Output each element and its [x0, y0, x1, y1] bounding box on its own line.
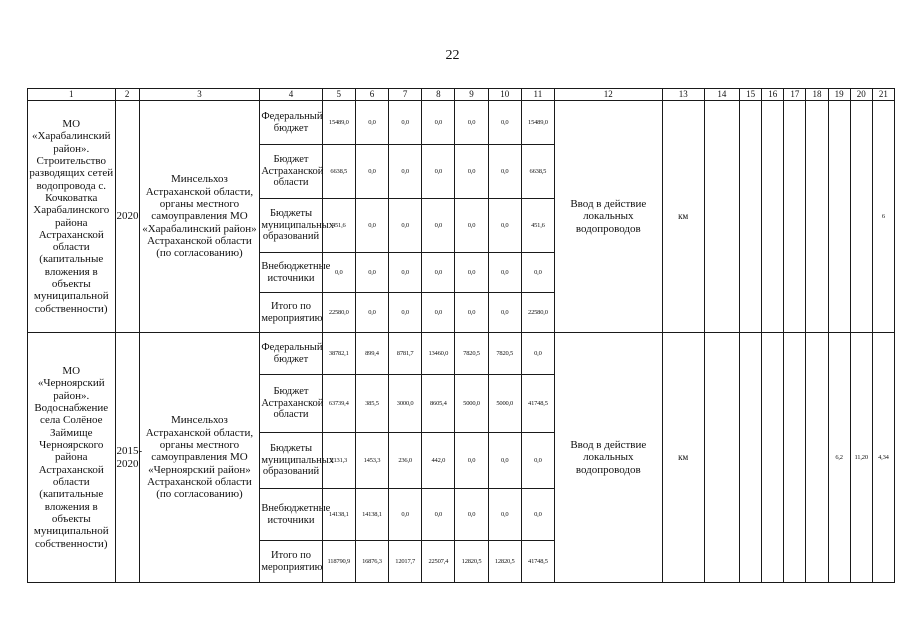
column-header: 16	[762, 89, 784, 101]
value-cell: 0,0	[488, 489, 521, 541]
col-18	[806, 101, 828, 333]
value-cell: 0,0	[422, 101, 455, 145]
funding-source: Федеральный бюджет	[260, 333, 322, 375]
value-cell: 16876,3	[355, 541, 388, 583]
col-16	[762, 333, 784, 583]
value-cell: 0,0	[455, 433, 488, 489]
value-cell: 8781,7	[389, 333, 422, 375]
value-cell: 14138,1	[322, 489, 355, 541]
program-table	[27, 88, 895, 583]
column-header: 19	[828, 89, 850, 101]
column-header: 20	[850, 89, 872, 101]
period: 2020	[115, 101, 139, 333]
value-cell: 0,0	[488, 101, 521, 145]
col-18	[806, 333, 828, 583]
value-cell: 0,0	[455, 253, 488, 293]
value-cell: 0,0	[521, 253, 554, 293]
column-header: 2	[115, 89, 139, 101]
value-cell: 15489,0	[521, 101, 554, 145]
value-cell: 63739,4	[322, 375, 355, 433]
value-cell: 0,0	[355, 145, 388, 199]
value-cell: 0,0	[389, 145, 422, 199]
value-cell: 22580,0	[521, 293, 554, 333]
value-cell: 15489,0	[322, 101, 355, 145]
column-header: 8	[422, 89, 455, 101]
column-header: 1	[28, 89, 116, 101]
value-cell: 0,0	[422, 293, 455, 333]
value-cell: 0,0	[422, 489, 455, 541]
unit: км	[662, 333, 704, 583]
value-cell: 22507,4	[422, 541, 455, 583]
value-cell: 385,5	[355, 375, 388, 433]
value-cell: 6638,5	[521, 145, 554, 199]
value-cell: 118790,9	[322, 541, 355, 583]
col-21: 4,34	[872, 333, 894, 583]
value-cell: 0,0	[521, 433, 554, 489]
value-cell: 7820,5	[455, 333, 488, 375]
header-row	[28, 89, 895, 101]
column-header: 7	[389, 89, 422, 101]
column-header: 4	[260, 89, 322, 101]
value-cell: 0,0	[355, 101, 388, 145]
value-cell: 12017,7	[389, 541, 422, 583]
value-cell: 0,0	[455, 199, 488, 253]
column-header: 12	[554, 89, 662, 101]
value-cell: 0,0	[389, 489, 422, 541]
value-cell: 0,0	[355, 199, 388, 253]
value-cell: 2131,3	[322, 433, 355, 489]
value-cell: 451,6	[521, 199, 554, 253]
value-cell: 236,0	[389, 433, 422, 489]
col-15	[740, 101, 762, 333]
funding-source: Бюджеты муниципальных образований	[260, 433, 322, 489]
unit: км	[662, 101, 704, 333]
column-header: 10	[488, 89, 521, 101]
value-cell: 0,0	[455, 145, 488, 199]
col-14	[704, 333, 739, 583]
period: 2015-2020	[115, 333, 139, 583]
value-cell: 1453,3	[355, 433, 388, 489]
value-cell: 13460,0	[422, 333, 455, 375]
object-name: МО «Харабалинский район». Строительство разводящих сетей водопровода с. Кочковатка Харабалинского района Астраханской области (капитальные вложения в объекты муниципальной собственности)	[28, 101, 116, 333]
col-19	[828, 101, 850, 333]
funding-source: Бюджет Астраханской области	[260, 145, 322, 199]
value-cell: 0,0	[488, 433, 521, 489]
col-16	[762, 101, 784, 333]
value-cell: 0,0	[488, 293, 521, 333]
value-cell: 0,0	[488, 145, 521, 199]
value-cell: 0,0	[355, 253, 388, 293]
value-cell: 41748,5	[521, 541, 554, 583]
value-cell: 451,6	[322, 199, 355, 253]
value-cell: 0,0	[422, 253, 455, 293]
value-cell: 7820,5	[488, 333, 521, 375]
column-header: 11	[521, 89, 554, 101]
value-cell: 0,0	[422, 145, 455, 199]
value-cell: 12820,5	[455, 541, 488, 583]
value-cell: 899,4	[355, 333, 388, 375]
indicator: Ввод в действие локальных водопроводов	[554, 333, 662, 583]
executor: Минсельхоз Астраханской области, органы местного самоуправления МО «Харабалинский район» Астраханской области (по согласованию)	[139, 101, 260, 333]
value-cell: 0,0	[455, 101, 488, 145]
value-cell: 41748,5	[521, 375, 554, 433]
col-20: 11,20	[850, 333, 872, 583]
column-header: 9	[455, 89, 488, 101]
value-cell: 5000,0	[455, 375, 488, 433]
table-row	[28, 333, 895, 375]
column-header: 18	[806, 89, 828, 101]
value-cell: 0,0	[455, 489, 488, 541]
value-cell: 0,0	[322, 253, 355, 293]
funding-source: Бюджет Астраханской области	[260, 375, 322, 433]
table-row	[28, 101, 895, 145]
value-cell: 14138,1	[355, 489, 388, 541]
executor: Минсельхоз Астраханской области, органы местного самоуправления МО «Черноярский район» Астраханской области (по согласованию)	[139, 333, 260, 583]
object-name: МО «Черноярский район». Водоснабжение села Солёное Займище Черноярского района Астраханской области (капитальные вложения в объекты муниципальной собственности)	[28, 333, 116, 583]
value-cell: 5000,0	[488, 375, 521, 433]
value-cell: 0,0	[521, 489, 554, 541]
col-14	[704, 101, 739, 333]
value-cell: 0,0	[488, 199, 521, 253]
column-header: 15	[740, 89, 762, 101]
value-cell: 0,0	[389, 253, 422, 293]
col-17	[784, 101, 806, 333]
col-17	[784, 333, 806, 583]
column-header: 17	[784, 89, 806, 101]
value-cell: 8605,4	[422, 375, 455, 433]
page-number: 22	[445, 48, 460, 63]
value-cell: 0,0	[389, 199, 422, 253]
column-header: 6	[355, 89, 388, 101]
funding-source: Внебюджетные источники	[260, 489, 322, 541]
value-cell: 3000,0	[389, 375, 422, 433]
value-cell: 0,0	[422, 199, 455, 253]
col-19: 6,2	[828, 333, 850, 583]
indicator: Ввод в действие локальных водопроводов	[554, 101, 662, 333]
column-header: 13	[662, 89, 704, 101]
value-cell: 0,0	[488, 253, 521, 293]
col-21: 6	[872, 101, 894, 333]
value-cell: 12820,5	[488, 541, 521, 583]
value-cell: 0,0	[389, 293, 422, 333]
funding-source: Итого по мероприятию	[260, 541, 322, 583]
value-cell: 22580,0	[322, 293, 355, 333]
funding-source: Внебюджетные источники	[260, 253, 322, 293]
col-20	[850, 101, 872, 333]
funding-source: Итого по мероприятию	[260, 293, 322, 333]
column-header: 21	[872, 89, 894, 101]
value-cell: 6638,5	[322, 145, 355, 199]
value-cell: 38782,1	[322, 333, 355, 375]
column-header: 3	[139, 89, 260, 101]
column-header: 5	[322, 89, 355, 101]
col-15	[740, 333, 762, 583]
value-cell: 0,0	[521, 333, 554, 375]
value-cell: 0,0	[355, 293, 388, 333]
funding-source: Федеральный бюджет	[260, 101, 322, 145]
value-cell: 0,0	[455, 293, 488, 333]
value-cell: 442,0	[422, 433, 455, 489]
funding-source: Бюджеты муниципальных образований	[260, 199, 322, 253]
value-cell: 0,0	[389, 101, 422, 145]
column-header: 14	[704, 89, 739, 101]
